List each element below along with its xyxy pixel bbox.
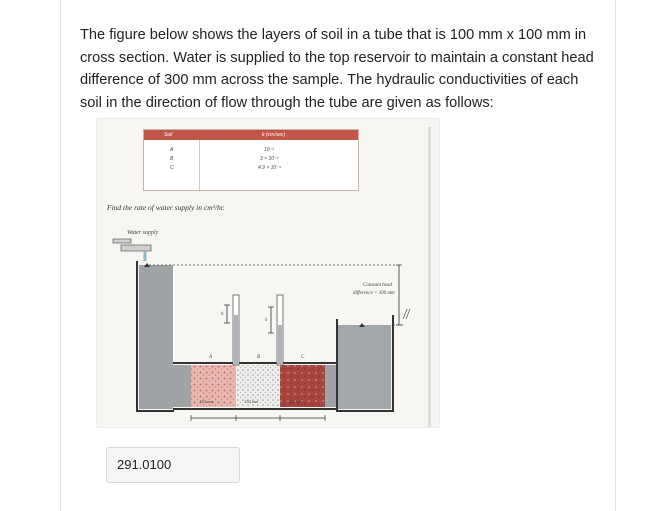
constant-head-label-2: difference = 300 mm [353, 291, 395, 296]
table-cell-k: 4.9 × 10⁻⁴ [258, 165, 282, 171]
dimension-label-c: 150 mm [288, 399, 303, 404]
faucet-icon [113, 239, 151, 251]
tube-inlet-water [173, 365, 191, 407]
figure-caption: Find the rate of water supply in cm³/hr. [107, 203, 225, 212]
soil-label-b: B [257, 355, 261, 360]
answer-field[interactable]: 291.0100 [106, 447, 240, 483]
dimension-label-b: 150 mm [244, 399, 259, 404]
soil-layers-figure [96, 118, 440, 428]
soil-label-c: C [301, 355, 305, 360]
table-cell-soil: C [170, 165, 174, 171]
table-cell-soil: A [170, 147, 174, 153]
soil-label-a: A [209, 355, 213, 360]
table-header-k: k (cm/sec) [262, 132, 286, 138]
question-text: The figure below shows the layers of soil in a tube that is 100 mm x 100 mm in cross section. Water is supplied to the top reservoir to maintain a constant head difference of 300 mm across the sample. The hydraulic conductivities of each soil in the direction of flow through the tube are given as follows: [80, 27, 594, 111]
constant-head-dimension [396, 265, 402, 325]
right-reservoir-water [337, 325, 391, 409]
soil-layer-a [191, 365, 236, 407]
apparatus-diagram [97, 119, 441, 429]
head-label-a: h [221, 312, 224, 317]
tube-outlet-water [325, 365, 337, 407]
head-arrow-a [224, 305, 230, 323]
table-header-soil: Soil [164, 132, 173, 138]
head-label-b: h [265, 318, 268, 323]
soil-layer-c [280, 365, 325, 407]
table-cell-k: 3 × 10⁻³ [260, 156, 279, 162]
table-cell-k: 10⁻² [264, 147, 274, 153]
piezometer-water-1 [234, 315, 238, 365]
head-arrow-b [268, 307, 274, 333]
break-marks [403, 309, 410, 319]
left-reservoir-water [139, 265, 173, 409]
piezometer-water-2 [278, 325, 282, 365]
length-dimension-line [191, 415, 325, 421]
dimension-label-a: 150 mm [199, 399, 214, 404]
table-cell-soil: B [170, 156, 174, 162]
constant-head-label: Constant head [363, 283, 393, 288]
water-supply-label: Water supply [127, 230, 159, 236]
